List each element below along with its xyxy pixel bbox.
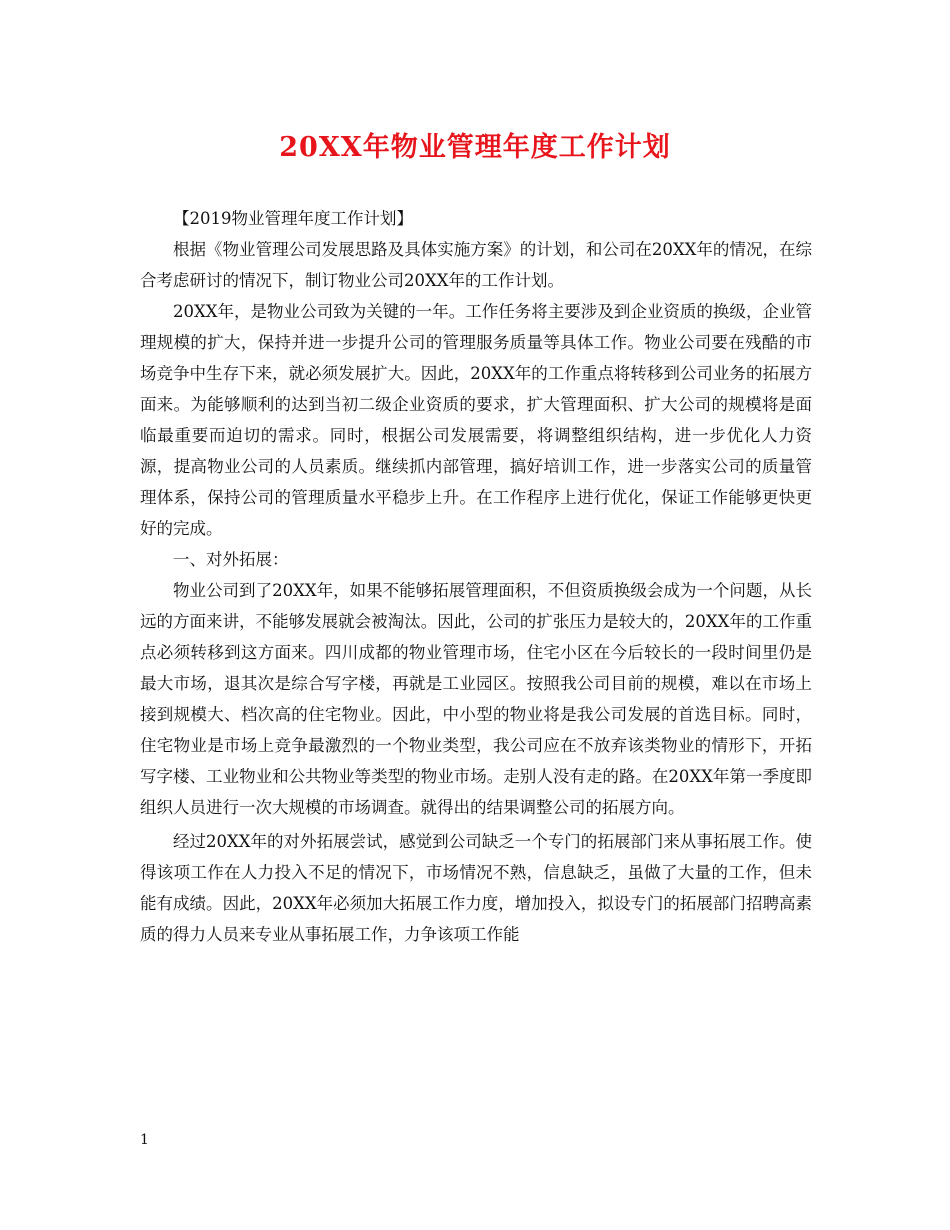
paragraph-expansion-market: 物业公司到了20XX年，如果不能够拓展管理面积，不但资质换级会成为一个问题，从长远的方面来讲，不能够发展就会被淘汰。因此，公司的扩张压力是较大的，20XX年的工作重点必须转移到这方面来。四川成都的物业管理市场，住宅小区在今后较长的一段时间里仍是最大市场，退其次是综合写字楼，再就是工业园区。按照我公司目前的规模，难以在市场上接到规模大、档次高的住宅物业。因此，中小型的物业将是我公司发展的首选目标。同时，住宅物业是市场上竞争最激烈的一个物业类型，我公司应在不放弃该类物业的情形下，开拓写字楼、工业物业和公共物业等类型的物业市场。走别人没有走的路。在20XX年第一季度即组织人员进行一次大规模的市场调查。就得出的结果调整公司的拓展方向。: [140, 581, 812, 817]
paragraph-expansion-department: 经过20XX年的对外拓展尝试，感觉到公司缺乏一个专门的拓展部门来从事拓展工作。使得该项工作在人力投入不足的情况下，市场情况不熟，信息缺乏，虽做了大量的工作，但未能有成绩。因此，20XX年必须加大拓展工作力度，增加投入，拟设专门的拓展部门招聘高素质的得力人员来专业从事拓展工作，力争该项工作能: [140, 832, 812, 944]
paragraph-key-year: 20XX年，是物业公司致为关键的一年。工作任务将主要涉及到企业资质的换级，企业管理规模的扩大，保持并进一步提升公司的管理服务质量等具体工作。物业公司要在残酷的市场竞争中生存下来，就必须发展扩大。因此，20XX年的工作重点将转移到公司业务的拓展方面来。为能够顺利的达到当初二级企业资质的要求，扩大管理面积、扩大公司的规模将是面临最重要而迫切的需求。同时，根据公司发展需要，将调整组织结构，进一步优化人力资源，提高物业公司的人员素质。继续抓内部管理，搞好培训工作，进一步落实公司的质量管理体系，保持公司的管理质量水平稳步上升。在工作程序上进行优化，保证工作能够更快更好的完成。: [140, 302, 812, 538]
document-title: 20XX年物业管理年度工作计划: [279, 132, 671, 163]
page-number: 1: [140, 1132, 149, 1148]
document-body: [140, 203, 812, 950]
paragraph-intro: 根据《物业管理公司发展思路及具体实施方案》的计划，和公司在20XX年的情况，在综合考虑研讨的情况下，制订物业公司20XX年的工作计划。: [140, 240, 812, 290]
paragraph-heading-bracket: 【2019物业管理年度工作计划】: [173, 209, 413, 228]
section-heading-external-expansion: 一、对外拓展：: [173, 550, 289, 569]
